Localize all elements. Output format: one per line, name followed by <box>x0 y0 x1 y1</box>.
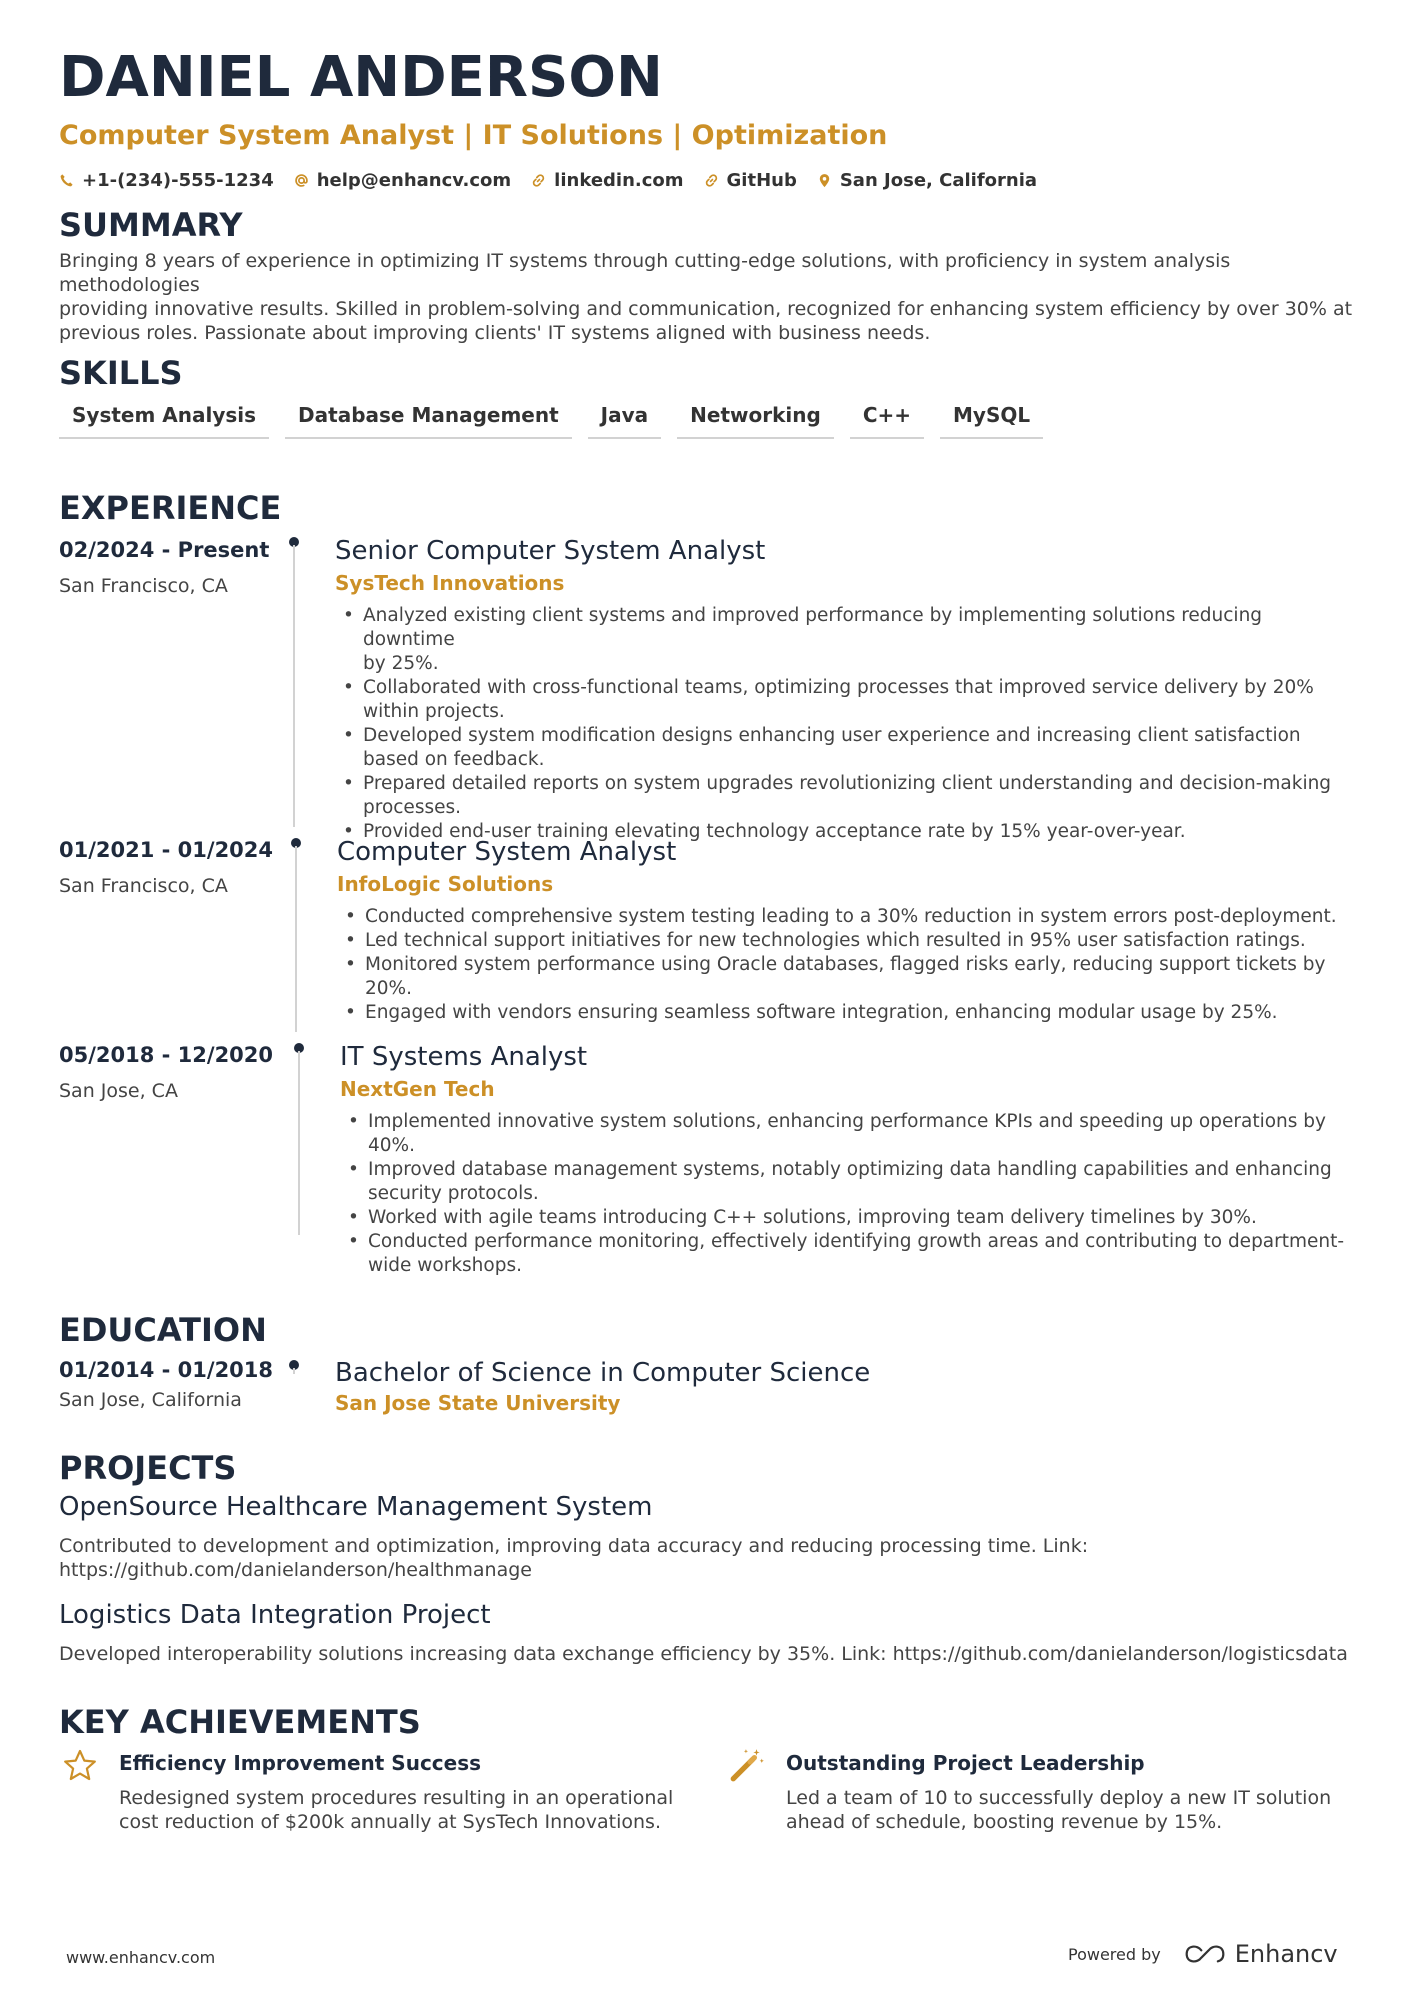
footer-branding <box>1068 1940 1338 1968</box>
timeline-line <box>295 846 297 1032</box>
education-date: 01/2014 - 01/2018 <box>59 1358 274 1382</box>
contact-linkedin[interactable] <box>531 170 683 191</box>
candidate-name: DANIEL ANDERSON <box>59 45 663 110</box>
bullet-item: • Conducted performance monitoring, effectively identifying growth areas and contributing to department- wide workshops. <box>340 1230 1360 1278</box>
projects-section <box>59 1448 1359 1666</box>
education-heading: EDUCATION <box>59 1311 267 1349</box>
contact-location-text: San Jose, California <box>839 169 1038 191</box>
bullet-item: • Worked with agile teams introducing C++ solutions, improving team delivery timelines by 30%. <box>340 1206 1360 1230</box>
contact-github-text: GitHub <box>726 169 797 191</box>
project-title: Logistics Data Integration Project <box>59 1600 491 1630</box>
education-school: San Jose State University <box>335 1391 621 1415</box>
experience-bullets <box>337 905 1357 1025</box>
bullet-item: • Collaborated with cross-functional teams, optimizing processes that improved service delivery by 20% within projects. <box>335 676 1355 724</box>
link-icon <box>531 173 546 188</box>
contact-phone[interactable] <box>59 170 274 191</box>
skill-tag: Database Management <box>285 403 572 439</box>
experience-bullets <box>340 1110 1360 1278</box>
achievement-description: Led a team of 10 to successfully deploy a new IT solution ahead of schedule, boosting revenue by 15%. <box>786 1787 1332 1833</box>
bullet-item: • Developed system modification designs enhancing user experience and increasing client satisfaction based on feedback. <box>335 724 1355 772</box>
resume-page <box>59 40 1359 192</box>
summary-line: providing innovative results. Skilled in problem-solving and communication, recognized for enhancing system efficiency by over 30% at <box>59 298 1353 320</box>
experience-meta <box>59 536 289 598</box>
timeline-line <box>298 1051 300 1235</box>
bullet-item: • Engaged with vendors ensuring seamless software integration, enhancing modular usage by 25%. <box>337 1001 1357 1025</box>
contact-phone-text: +1-(234)-555-1234 <box>82 169 274 191</box>
bullet-item: • Analyzed existing client systems and improved performance by implementing solutions reducing downtime by 25%. <box>335 604 1355 676</box>
project-title: OpenSource Healthcare Management System <box>59 1492 653 1522</box>
projects-heading: PROJECTS <box>59 1449 237 1487</box>
summary-line: previous roles. Passionate about improving clients' IT systems aligned with business needs. <box>59 322 931 344</box>
contact-location <box>817 170 1037 191</box>
experience-details <box>337 835 1357 1025</box>
contact-email[interactable] <box>294 170 511 191</box>
enhancv-logo-icon <box>1183 1943 1227 1965</box>
footer-website-link[interactable]: www.enhancv.com <box>66 1948 216 1967</box>
achievement-title: Outstanding Project Leadership <box>786 1751 1145 1775</box>
skills-heading: SKILLS <box>59 354 183 392</box>
experience-details <box>335 534 1355 844</box>
experience-details <box>340 1040 1360 1278</box>
powered-by-label: Powered by <box>1068 1944 1161 1964</box>
star-icon <box>62 1748 98 1784</box>
education-details <box>335 1356 1355 1416</box>
bullet-item: • Implemented innovative system solutions, enhancing performance KPIs and speeding up operations by 40%. <box>340 1110 1360 1158</box>
achievement-title: Efficiency Improvement Success <box>119 1751 482 1775</box>
summary-body <box>59 249 1359 345</box>
contact-linkedin-text: linkedin.com <box>554 169 684 191</box>
skill-tag: Java <box>588 403 661 439</box>
education-location: San Jose, California <box>59 1389 242 1411</box>
bullet-item: • Led technical support initiatives for new technologies which resulted in 95% user satisfaction ratings. <box>337 929 1357 953</box>
contact-email-text: help@enhancv.com <box>316 169 512 191</box>
experience-heading: EXPERIENCE <box>59 489 282 527</box>
experience-role: Computer System Analyst <box>337 837 677 867</box>
enhancv-logo[interactable] <box>1183 1940 1338 1968</box>
location-pin-icon <box>817 173 832 188</box>
experience-company: InfoLogic Solutions <box>337 872 554 896</box>
experience-location: San Francisco, CA <box>59 575 228 597</box>
experience-location: San Jose, CA <box>59 1080 178 1102</box>
achievements-heading: KEY ACHIEVEMENTS <box>59 1703 421 1741</box>
magic-wand-icon <box>728 1746 766 1784</box>
summary-section <box>59 205 1359 345</box>
experience-meta <box>59 836 289 898</box>
bullet-item: • Provided end-user training elevating technology acceptance rate by 15% year-over-year. <box>335 820 1355 844</box>
candidate-subtitle: Computer System Analyst | IT Solutions | Optimization <box>59 120 888 151</box>
skill-tag: Networking <box>677 403 834 439</box>
phone-icon <box>59 173 74 188</box>
contact-github[interactable] <box>704 170 797 191</box>
timeline-line <box>293 545 295 827</box>
bullet-item: • Conducted comprehensive system testing leading to a 30% reduction in system errors post-deployment. <box>337 905 1357 929</box>
timeline-line <box>293 1368 295 1374</box>
project-description: Developed interoperability solutions increasing data exchange efficiency by 35%. Link: https://github.com/danielanderson/logisticsdata <box>59 1643 1348 1665</box>
skill-tag: System Analysis <box>59 403 269 439</box>
experience-date: 02/2024 - Present <box>59 538 270 562</box>
bullet-item: • Improved database management systems, notably optimizing data handling capabilities and enhancing security protocols. <box>340 1158 1360 1206</box>
experience-location: San Francisco, CA <box>59 875 228 897</box>
experience-role: IT Systems Analyst <box>340 1042 588 1072</box>
experience-company: SysTech Innovations <box>335 571 565 595</box>
experience-bullets <box>335 604 1355 844</box>
bullet-item: • Monitored system performance using Oracle databases, flagged risks early, reducing support tickets by 20%. <box>337 953 1357 1001</box>
bullet-item: • Prepared detailed reports on system upgrades revolutionizing client understanding and decision-making processes. <box>335 772 1355 820</box>
experience-company: NextGen Tech <box>340 1077 495 1101</box>
summary-heading: SUMMARY <box>59 206 243 244</box>
enhancv-brand-name: Enhancv <box>1234 1940 1338 1968</box>
achievement-description: Redesigned system procedures resulting in an operational cost reduction of $200k annually at SysTech Innovations. <box>119 1787 674 1833</box>
experience-date: 01/2021 - 01/2024 <box>59 838 274 862</box>
education-meta <box>59 1356 299 1412</box>
skills-list <box>59 403 1359 439</box>
at-icon <box>294 173 309 188</box>
experience-meta <box>59 1041 289 1103</box>
contact-row <box>59 168 1359 192</box>
education-degree: Bachelor of Science in Computer Science <box>335 1358 871 1388</box>
project-description: Contributed to development and optimization, improving data accuracy and reducing processing time. Link: https://github.com/danielanderson/healthmanage <box>59 1535 1089 1581</box>
experience-date: 05/2018 - 12/2020 <box>59 1043 274 1067</box>
skills-section <box>59 353 1359 439</box>
skill-tag: C++ <box>850 403 924 439</box>
skill-tag: MySQL <box>940 403 1043 439</box>
summary-line: Bringing 8 years of experience in optimizing IT systems through cutting-edge solutions, with proficiency in system analysis methodologies <box>59 250 1231 296</box>
link-icon <box>704 173 719 188</box>
experience-role: Senior Computer System Analyst <box>335 536 766 566</box>
